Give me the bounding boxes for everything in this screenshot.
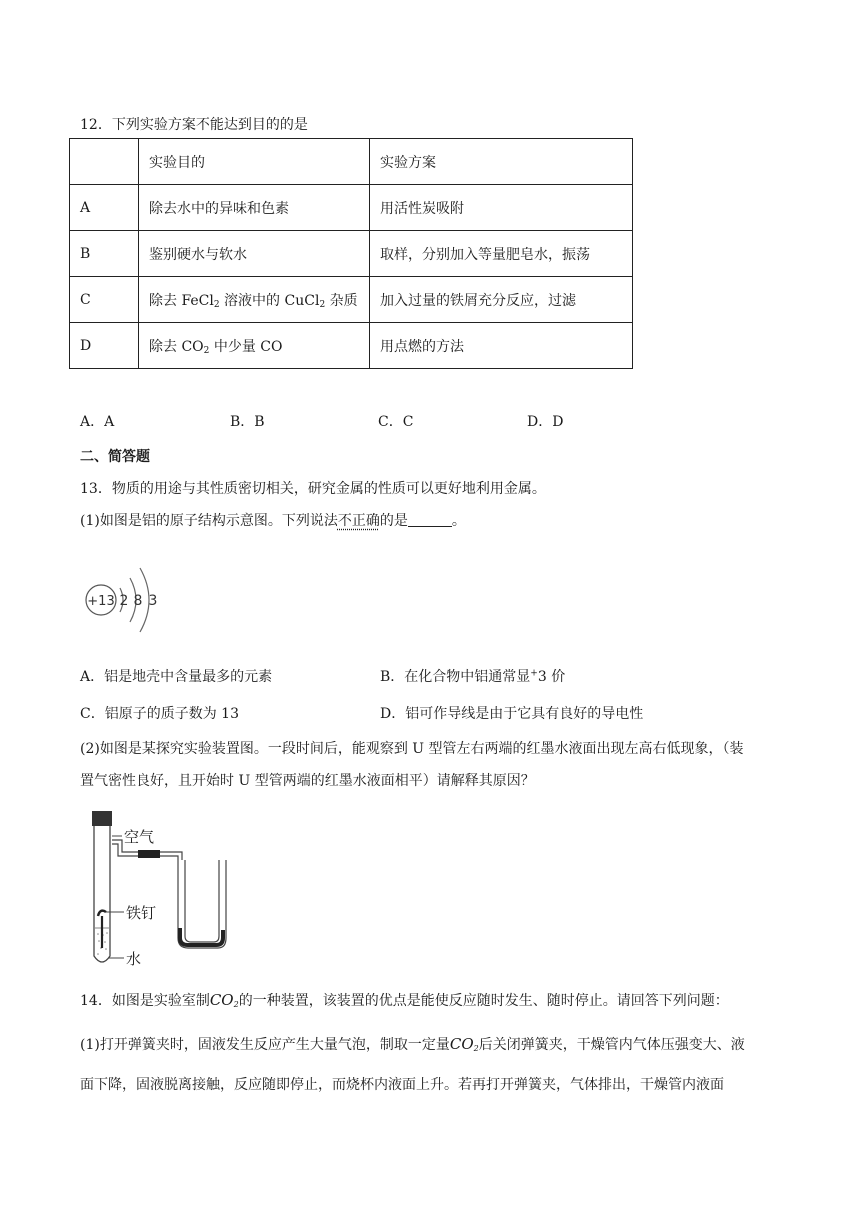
table-row xyxy=(70,231,633,277)
shell-electrons-2: 8 xyxy=(133,593,143,609)
q13-option-c: C．铝原子的质子数为 13 xyxy=(80,706,239,722)
table-header-cell: 实验方案 xyxy=(370,139,633,185)
q13-part2-line1: (2)如图是某探究实验装置图。一段时间后，能观察到 U 型管左右两端的红墨水液面出现左高右低现象，（装 xyxy=(80,741,744,757)
row-purpose: 除去水中的异味和色素 xyxy=(139,185,370,231)
q13-option-d: D．铝可作导线是由于它具有良好的导电性 xyxy=(380,706,644,722)
atom-structure-diagram xyxy=(80,560,170,640)
rusting-apparatus-diagram xyxy=(80,808,240,970)
row-purpose: 除去 FeCl$_2$ 溶液中的 CuCl$_2$ 杂质 xyxy=(139,277,370,323)
q12-stem: 12．下列实验方案不能达到目的的是 xyxy=(80,117,308,133)
co2-formula: $CO_2$ xyxy=(209,991,239,1009)
rubber-stopper xyxy=(92,811,112,826)
table-row xyxy=(70,277,633,323)
answer-blank[interactable] xyxy=(408,512,452,527)
table-header-cell: 实验目的 xyxy=(139,139,370,185)
q12-option-c: C．C xyxy=(378,414,414,430)
row-label: D xyxy=(70,323,139,369)
row-label: B xyxy=(70,231,139,277)
q13-stem: 13．物质的用途与其性质密切相关，研究金属的性质可以更好地利用金属。 xyxy=(80,481,546,497)
table-row xyxy=(70,185,633,231)
row-label: A xyxy=(70,185,139,231)
co2-formula: $CO_2$ xyxy=(449,1035,479,1053)
table-header-row xyxy=(70,139,633,185)
q13-part1: (1)如图是铝的原子结构示意图。下列说法不正确的是 。 xyxy=(80,513,466,529)
nucleus-charge: +13 xyxy=(87,594,115,609)
q14-part1-line2: 面下降，固液脱离接触，反应随即停止，而烧杯内液面上升。若再打开弹簧夹，气体排出，干燥管内液面 xyxy=(80,1077,724,1093)
shell-electrons-3: 3 xyxy=(148,593,158,609)
row-method: 加入过量的铁屑充分反应，过滤 xyxy=(370,277,633,323)
section-title: 二、简答题 xyxy=(80,449,150,465)
row-purpose: 鉴别硬水与软水 xyxy=(139,231,370,277)
tube-clamp xyxy=(138,850,160,858)
q14-stem: 14．如图是实验室制$CO_2$的一种装置，该装置的优点是能使反应随时发生、随时停止。请回答下列问题： xyxy=(80,991,729,1009)
table-row xyxy=(70,323,633,369)
label-air: 空气 xyxy=(124,828,155,846)
row-purpose: 除去 $CO_2$ 中少量 CO xyxy=(139,323,370,369)
q13-option-a: A．铝是地壳中含量最多的元素 xyxy=(80,669,273,685)
shell-electrons-1: 2 xyxy=(119,593,129,609)
label-water: 水 xyxy=(126,950,142,968)
row-method: 用活性炭吸附 xyxy=(370,185,633,231)
q13-option-b: B．在化合物中铝通常显+3 价 xyxy=(380,668,566,685)
row-method: 用点燃的方法 xyxy=(370,323,633,369)
emphasis-text: 不正确 xyxy=(337,513,380,529)
q12-option-b: B．B xyxy=(230,414,265,430)
q12-option-a: A．A xyxy=(80,414,115,430)
experiment-table xyxy=(69,138,633,369)
q12-option-d: D．D xyxy=(527,414,564,430)
label-nail: 铁钉 xyxy=(126,904,157,922)
q13-part2-line2: 置气密性良好，且开始时 U 型管两端的红墨水液面相平）请解释其原因？ xyxy=(80,773,535,789)
row-method: 取样，分别加入等量肥皂水，振荡 xyxy=(370,231,633,277)
q14-part1-line1: (1)打开弹簧夹时，固液发生反应产生大量气泡，制取一定量$CO_2$后关闭弹簧夹，干燥管内气体压强变大、液 xyxy=(80,1035,745,1053)
table-header-cell xyxy=(70,139,139,185)
row-label: C xyxy=(70,277,139,323)
